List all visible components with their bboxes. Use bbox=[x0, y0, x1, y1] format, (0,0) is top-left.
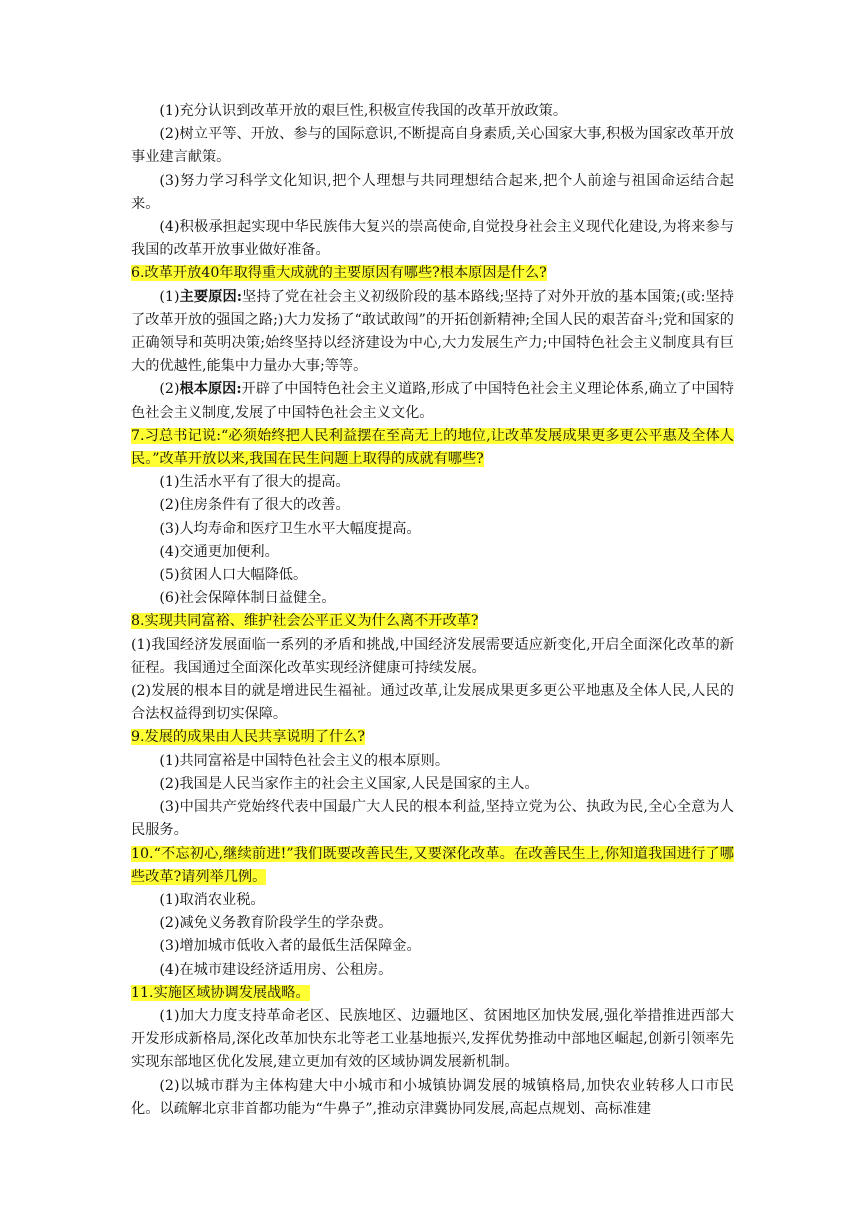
question-8-text: 8.实现共同富裕、维护社会公平正义为什么离不开改革? bbox=[131, 613, 479, 630]
q6-answer-2-label: 根本原因: bbox=[179, 381, 242, 398]
q7-answer-2: (2)住房条件有了很大的改善。 bbox=[159, 497, 350, 514]
q8-answer-1: (1)我国经济发展面临一系列的矛盾和挑战,中国经济发展需要适应新变化,开启全面深化改革的新征程。我国通过全面深化改革实现经济健康可持续发展。 bbox=[131, 636, 734, 676]
question-9 bbox=[131, 726, 734, 749]
q6-answer-1-prefix: (1) bbox=[159, 288, 180, 305]
question-8 bbox=[131, 610, 734, 633]
question-10-text: 10.“不忘初心,继续前进!”我们既要改善民生,又要深化改革。在改善民生上,你知道我国进行了哪些改革?请列举几例。 bbox=[131, 845, 734, 885]
q9-answer-1: (1)共同富裕是中国特色社会主义的根本原则。 bbox=[159, 752, 450, 769]
q10-answer-4: (4)在城市建设经济适用房、公租房。 bbox=[159, 961, 393, 978]
question-6-text: 6.改革开放40年取得重大成就的主要原因有哪些?根本原因是什么? bbox=[131, 265, 547, 282]
q6-answer-1-text: 坚持了党在社会主义初级阶段的基本路线;坚持了对外开放的基本国策;(或:坚持了改革开放的强国之路;)大力发扬了“敢试敢闯”的开拓创新精神;全国人民的艰苦奋斗;党和国家的正确领导和英明决策;始终坚持以经济建设为中心,大力发展生产力;中国特色社会主义制度具有巨大的优越性,能集中力量办大事;等等。 bbox=[131, 288, 734, 375]
question-11-text: 11.实施区域协调发展战略。 bbox=[131, 984, 310, 1001]
q9-answer-3: (3)中国共产党始终代表中国最广大人民的根本利益,坚持立党为公、执政为民,全心全意为人民服务。 bbox=[131, 799, 734, 839]
q7-answer-6: (6)社会保障体制日益健全。 bbox=[159, 590, 336, 607]
intro-item-1: (1)充分认识到改革开放的艰巨性,积极宣传我国的改革开放政策。 bbox=[159, 103, 568, 119]
q8-answer-2: (2)发展的根本目的就是增进民生福祉。通过改革,让发展成果更多更公平地惠及全体人民,人民的合法权益得到切实保障。 bbox=[131, 683, 734, 723]
question-7-text: 7.习总书记说:“必须始终把人民利益摆在至高无上的地位,让改革发展成果更多更公平惠及全体人民。”改革开放以来,我国在民生问题上取得的成就有哪些? bbox=[131, 427, 734, 468]
q11-answer-1: (1)加大力度支持革命老区、民族地区、边疆地区、贫困地区加快发展,强化举措推进西部大开发形成新格局,深化改革加快东北等老工业基地振兴,发挥优势推动中部地区崛起,创新引领率先实现东部地区优化发展,建立更加有效的区域协调发展新机制。 bbox=[131, 1007, 734, 1071]
question-7 bbox=[131, 425, 734, 471]
q7-answer-5: (5)贫困人口大幅降低。 bbox=[159, 567, 308, 584]
question-6 bbox=[131, 262, 734, 285]
q6-answer-2-text: 开辟了中国特色社会主义道路,形成了中国特色社会主义理论体系,确立了中国特色社会主义制度,发展了中国特色社会主义文化。 bbox=[131, 381, 734, 421]
q7-answer-1: (1)生活水平有了很大的提高。 bbox=[159, 474, 350, 491]
question-9-text: 9.发展的成果由人民共享说明了什么? bbox=[131, 729, 365, 746]
q10-answer-1: (1)取消农业税。 bbox=[159, 891, 265, 908]
q6-answer-2 bbox=[131, 378, 734, 424]
q6-answer-1 bbox=[131, 286, 734, 379]
q6-answer-2-prefix: (2) bbox=[159, 381, 180, 398]
q6-answer-1-label: 主要原因: bbox=[179, 288, 243, 305]
q7-answer-3: (3)人均寿命和医疗卫生水平大幅度提高。 bbox=[159, 520, 421, 537]
intro-item-2: (2)树立平等、开放、参与的国际意识,不断提高自身素质,关心国家大事,积极为国家改革开放事业建言献策。 bbox=[131, 126, 734, 166]
question-11 bbox=[131, 982, 734, 1005]
q7-answer-4: (4)交通更加便利。 bbox=[159, 543, 279, 560]
intro-item-4: (4)积极承担起实现中华民族伟大复兴的崇高使命,自觉投身社会主义现代化建设,为将来参与我国的改革开放事业做好准备。 bbox=[131, 219, 734, 259]
q10-answer-2: (2)减免义务教育阶段学生的学杂费。 bbox=[159, 915, 393, 932]
q9-answer-2: (2)我国是人民当家作主的社会主义国家,人民是国家的主人。 bbox=[159, 775, 539, 792]
q11-answer-2: (2)以城市群为主体构建大中小城市和小城镇协调发展的城镇格局,加快农业转移人口市民化。以疏解北京非首都功能为“牛鼻子”,推动京津冀协同发展,高起点规划、高标准建 bbox=[131, 1077, 734, 1117]
q10-answer-3: (3)增加城市低收入者的最低生活保障金。 bbox=[159, 938, 421, 955]
question-10 bbox=[131, 843, 734, 889]
intro-item-3: (3)努力学习科学文化知识,把个人理想与共同理想结合起来,把个人前途与祖国命运结合起来。 bbox=[131, 172, 734, 212]
